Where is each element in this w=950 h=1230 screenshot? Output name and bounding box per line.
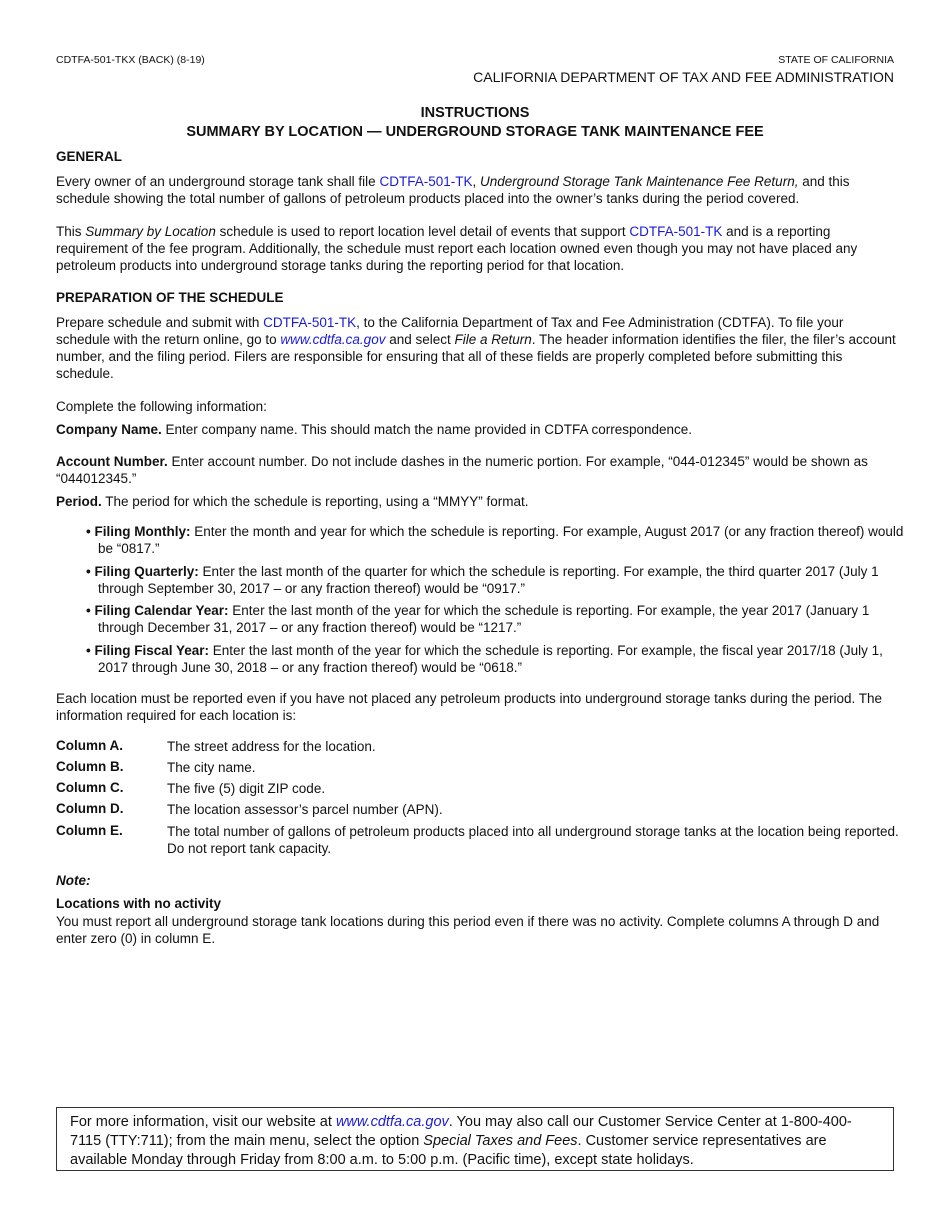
column-b-label: Column B. [56,759,124,774]
field-label: Account Number. [56,454,168,469]
website-link[interactable]: www.cdtfa.ca.gov [335,1114,449,1130]
column-d-text: The location assessor’s parcel number (APN). [167,802,443,817]
text-span: Enter company name. This should match the name provided in CDTFA correspondence. [161,422,693,437]
text-span: File a Return [454,332,532,347]
field-label: Filing Quarterly: [94,564,199,579]
text-span: Enter the last month of the year for which the schedule is reporting. For example, the year 2017 (January 1 through December 31, 2017 – or any fraction thereof) would be “1217.” [98,603,870,635]
text-span: , to the California Department of Tax and Fee Administration (CDTFA). To file your schedule with the return online, go to [56,315,844,347]
company-name-instruction [56,421,901,438]
text-span: and select [385,332,455,347]
field-label: Period. [56,494,102,509]
text-span: Underground Storage Tank Maintenance Fee Return, [480,174,799,189]
column-e-label: Column E. [56,823,123,838]
text-span: Enter the last month of the year for which the schedule is reporting. For example, the fiscal year 2017/18 (July 1, 2017 through June 30, 2018 – or any fraction thereof) would be “0618.” [98,643,883,675]
form-link-cdtfa-501-tk[interactable]: CDTFA-501-TK [263,315,357,330]
text-span: and this schedule showing the total number of gallons of petroleum products placed into the owner’s tanks during the period covered. [56,174,850,206]
column-c-label: Column C. [56,780,124,795]
preparation-heading: PREPARATION OF THE SCHEDULE [56,290,284,305]
text-span: . You may also call our Customer Service Center at 1-800-400-7115 (TTY:711); from the main menu, select the option [70,1114,852,1149]
field-label: Filing Calendar Year: [94,603,229,618]
department-name: CALIFORNIA DEPARTMENT OF TAX AND FEE ADMINISTRATION [473,69,894,85]
text-span: Every owner of an underground storage tank shall file [56,174,380,189]
text-span: This [56,224,86,239]
text-span: schedule is used to report location level detail of events that support [215,224,630,239]
column-e-text: The total number of gallons of petroleum products placed into all underground storage tanks at the location being reported. Do not report tank capacity. [167,824,899,856]
period-instruction [56,493,901,510]
bullet-filing-calendar-year [84,602,916,636]
text-span: Prepare schedule and submit with [56,315,264,330]
general-paragraph-2 [56,223,901,274]
bullet-filing-fiscal-year [84,642,916,676]
bullet-marker: • [86,603,91,618]
page-subtitle: SUMMARY BY LOCATION — UNDERGROUND STORAGE TANK MAINTENANCE FEE [186,124,764,140]
bullet-marker: • [86,643,91,658]
text-span: and is a reporting requirement of the fee program. Additionally, the schedule must report each location owned even though you may not have placed any petroleum products into underground storage tanks during the reporting period for that location. [56,224,858,273]
page-title: INSTRUCTIONS [420,105,530,121]
state-name: STATE OF CALIFORNIA [778,54,894,66]
bullet-marker: • [86,564,91,579]
field-label: Company Name. [56,422,162,437]
account-number-instruction [56,453,901,487]
each-location-paragraph: Each location must be reported even if you have not placed any petroleum products into underground storage tanks during the period. The information required for each location is: [56,691,883,723]
bullet-filing-quarterly [84,563,916,597]
no-activity-text: You must report all underground storage tank locations during this period even if there was no activity. Complete columns A through D and enter zero (0) in column E. [56,914,880,946]
website-link[interactable]: www.cdtfa.ca.gov [280,332,386,347]
note-label: Note: [56,873,91,888]
bullet-marker: • [86,524,91,539]
text-span: Enter account number. Do not include dashes in the numeric portion. For example, “044-012345” would be shown as “044012345.” [56,454,868,486]
text-span: The period for which the schedule is reporting, using a “MMYY” format. [101,494,529,509]
form-link-cdtfa-501-tk[interactable]: CDTFA-501-TK [379,174,473,189]
text-span: . Customer service representatives are available Monday through Friday from 8:00 a.m. to 5:00 p.m. (Pacific time), except state holidays. [70,1133,827,1168]
text-span: , [472,174,480,189]
form-id: CDTFA-501-TKX (BACK) (8-19) [56,54,205,66]
text-span: For more information, visit our website at [70,1114,336,1130]
text-span: Enter the last month of the quarter for which the schedule is reporting. For example, the third quarter 2017 (July 1 through September 30, 2017 – or any fraction thereof) would be “0917.” [98,564,879,596]
complete-info-line: Complete the following information: [56,399,267,414]
field-label: Filing Monthly: [94,524,191,539]
preparation-paragraph [56,314,901,382]
form-link-cdtfa-501-tk[interactable]: CDTFA-501-TK [629,224,723,239]
text-span: . The header information identifies the filer, the filer’s account number, and the filing period. Filers are responsible for ensuring that all of these fields are properly completed before submitting this schedule. [56,332,896,381]
no-activity-heading: Locations with no activity [56,896,222,911]
text-span: Enter the month and year for which the schedule is reporting. For example, August 2017 (or any fraction thereof) would be “0817.” [98,524,904,556]
column-a-text: The street address for the location. [167,739,376,754]
column-b-text: The city name. [167,760,256,775]
general-heading: GENERAL [56,149,123,164]
column-d-label: Column D. [56,801,124,816]
general-paragraph-1 [56,173,901,207]
text-span: Special Taxes and Fees [423,1133,578,1149]
column-a-label: Column A. [56,738,123,753]
bullet-filing-monthly [84,523,916,557]
more-info-box [56,1107,894,1171]
field-label: Filing Fiscal Year: [94,643,210,658]
text-span: Summary by Location [85,224,216,239]
column-c-text: The five (5) digit ZIP code. [167,781,326,796]
